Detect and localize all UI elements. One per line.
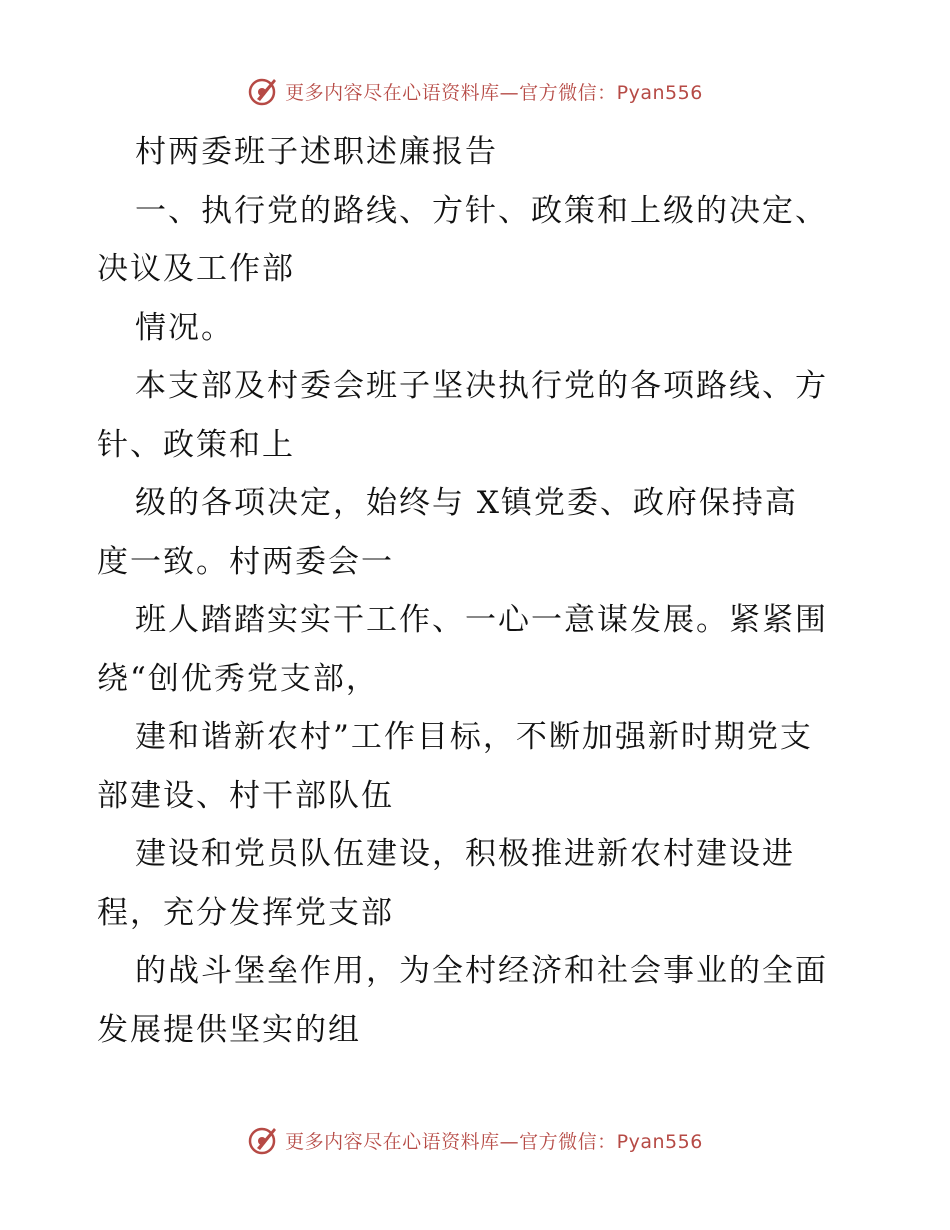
paragraph-line: 的战斗堡垒作用，为全村经济和社会事业的全面 (135, 953, 828, 989)
paragraph-line: 发展提供坚实的组 (97, 1011, 361, 1048)
paragraph-line: 部建设、村干部队伍 (97, 777, 394, 814)
paragraph-line: 建和谐新农村”工作目标，不断加强新时期党支 (135, 719, 813, 755)
document-title: 村两委班子述职述廉报告 (135, 134, 498, 170)
paragraph-line: 程，充分发挥党支部 (97, 894, 394, 931)
paragraph-line: 决议及工作部 (97, 251, 295, 287)
quill-logo-icon (247, 75, 279, 107)
paragraph-line: 建设和党员队伍建设，积极推进新农村建设进 (135, 836, 795, 872)
watermark-text: 更多内容尽在心语资料库—官方微信：Pyan556 (285, 1130, 703, 1153)
paragraph-line: 情况。 (135, 309, 234, 346)
paragraph-line: 级的各项决定，始终与 X镇党委、政府保持高 (135, 485, 798, 521)
watermark-text: 更多内容尽在心语资料库—官方微信：Pyan556 (285, 81, 703, 104)
paragraph-line: 本支部及村委会班子坚决执行党的各项路线、方 (135, 368, 828, 404)
quill-logo-icon (247, 1124, 279, 1156)
paragraph-line: 一、执行党的路线、方针、政策和上级的决定、 (135, 192, 828, 229)
paragraph-line: 班人踏踏实实干工作、一心一意谋发展。紧紧围 (135, 602, 828, 638)
header-watermark (0, 71, 950, 111)
document-body (97, 123, 857, 1059)
footer-watermark (0, 1120, 950, 1160)
paragraph-line: 绕“创优秀党支部， (97, 660, 379, 697)
paragraph-line: 针、政策和上 (97, 426, 295, 463)
paragraph-line: 度一致。村两委会一 (97, 543, 394, 580)
